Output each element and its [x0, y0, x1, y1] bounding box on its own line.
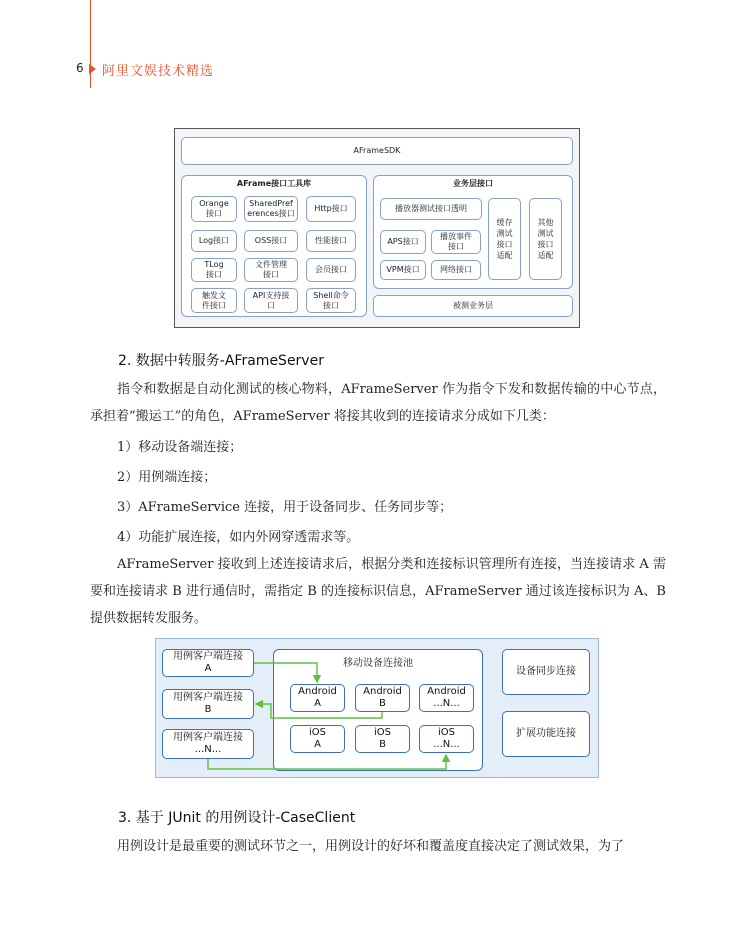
biz-box-other-test: 其他 测试 接口 适配	[529, 198, 562, 280]
extension-box: 扩展功能连接	[502, 711, 590, 757]
lib-box-member: 会员接口	[306, 258, 356, 282]
lib-box-file: 文件管理 接口	[244, 258, 298, 282]
header-arrow-icon	[89, 64, 96, 74]
lib-box-orange: Orange 接口	[191, 196, 237, 222]
biz-box-cache-test: 缓存 测试 接口 适配	[488, 198, 521, 280]
biz-box-network: 网络接口	[431, 260, 481, 280]
section-2-paragraph-1: 指令和数据是自动化测试的核心物料，AFrameServer 作为指令下发和数据传输的中心节点，承担着“搬运工”的角色，AFrameServer 将接其收到的连接请求分成如下几类：	[90, 382, 666, 424]
lib-box-log: Log接口	[191, 230, 237, 252]
android-box-b: Android B	[355, 684, 410, 712]
section-3-paragraph: 用例设计是最重要的测试环节之一，用例设计的好坏和覆盖度直接决定了测试效果，为了	[117, 839, 625, 854]
connection-arrows	[156, 639, 600, 779]
client-box-b: 用例客户端连接 B	[162, 689, 254, 719]
ios-box-b: iOS B	[355, 725, 410, 753]
page-number: 6	[76, 61, 84, 75]
lib-box-shell: Shell命令 接口	[306, 288, 356, 313]
android-box-a: Android A	[290, 684, 345, 712]
header-rule	[90, 0, 91, 88]
ios-box-a: iOS A	[290, 725, 345, 753]
device-sync-box: 设备同步连接	[502, 649, 590, 695]
biz-box-player: 播放器测试接口透明	[380, 198, 482, 220]
biz-box-aps: APS接口	[380, 230, 426, 254]
section-3-heading: 3. 基于 JUnit 的用例设计-CaseClient	[118, 810, 356, 826]
lib-box-trigger: 触发文 件接口	[191, 288, 237, 313]
business-layer-title: 业务层接口	[453, 179, 493, 188]
lib-box-tlog: TLog 接口	[191, 258, 237, 282]
mobile-pool-title: 移动设备连接池	[343, 658, 413, 669]
aframe-tools-title: AFrame接口工具库	[236, 179, 312, 188]
arrow-n-to-ios-n	[208, 755, 446, 769]
lib-box-http: Http接口	[306, 196, 356, 222]
client-box-a: 用例客户端连接 A	[162, 649, 254, 677]
list-item: 2）用例端连接；	[117, 470, 217, 485]
aframe-sdk-diagram	[174, 128, 580, 328]
list-item: 3）AFrameService 连接，用于设备同步、任务同步等；	[117, 500, 453, 515]
lib-box-sharedpreferences: SharedPref erences接口	[244, 196, 298, 222]
biz-box-vpm: VPM接口	[380, 260, 426, 280]
tested-business-layer-box: 被测业务层	[373, 295, 573, 317]
lib-box-performance: 性能接口	[306, 230, 356, 252]
aframe-server-diagram	[155, 638, 599, 778]
arrow-android-b-to-b	[256, 704, 382, 718]
lib-box-api: API支持接 口	[244, 288, 298, 313]
arrow-a-to-android-a	[254, 663, 317, 682]
sdk-title-box: AFrameSDK	[181, 137, 573, 165]
android-box-n: Android ...N...	[419, 684, 474, 712]
section-2-paragraph-2: AFrameServer 接收到上述连接请求后，根据分类和连接标识管理所有连接，当连接请求 A 需要和连接请求 B 进行通信时，需指定 B 的连接标识信息，AFrameServer 通过该连接标识为 A、B 提供数据转发服务。	[90, 557, 666, 626]
section-2-heading: 2. 数据中转服务-AFrameServer	[118, 353, 324, 369]
book-title: 阿里文娱技术精选	[102, 64, 215, 79]
ios-box-n: iOS ...N...	[419, 725, 474, 753]
client-box-n: 用例客户端连接 ...N...	[162, 729, 254, 759]
list-item: 1）移动设备端连接；	[117, 440, 243, 455]
lib-box-oss: OSS接口	[244, 230, 298, 252]
biz-box-play-event: 播放事件 接口	[431, 230, 481, 254]
list-item: 4）功能扩展连接，如内外网穿透需求等。	[117, 530, 360, 545]
